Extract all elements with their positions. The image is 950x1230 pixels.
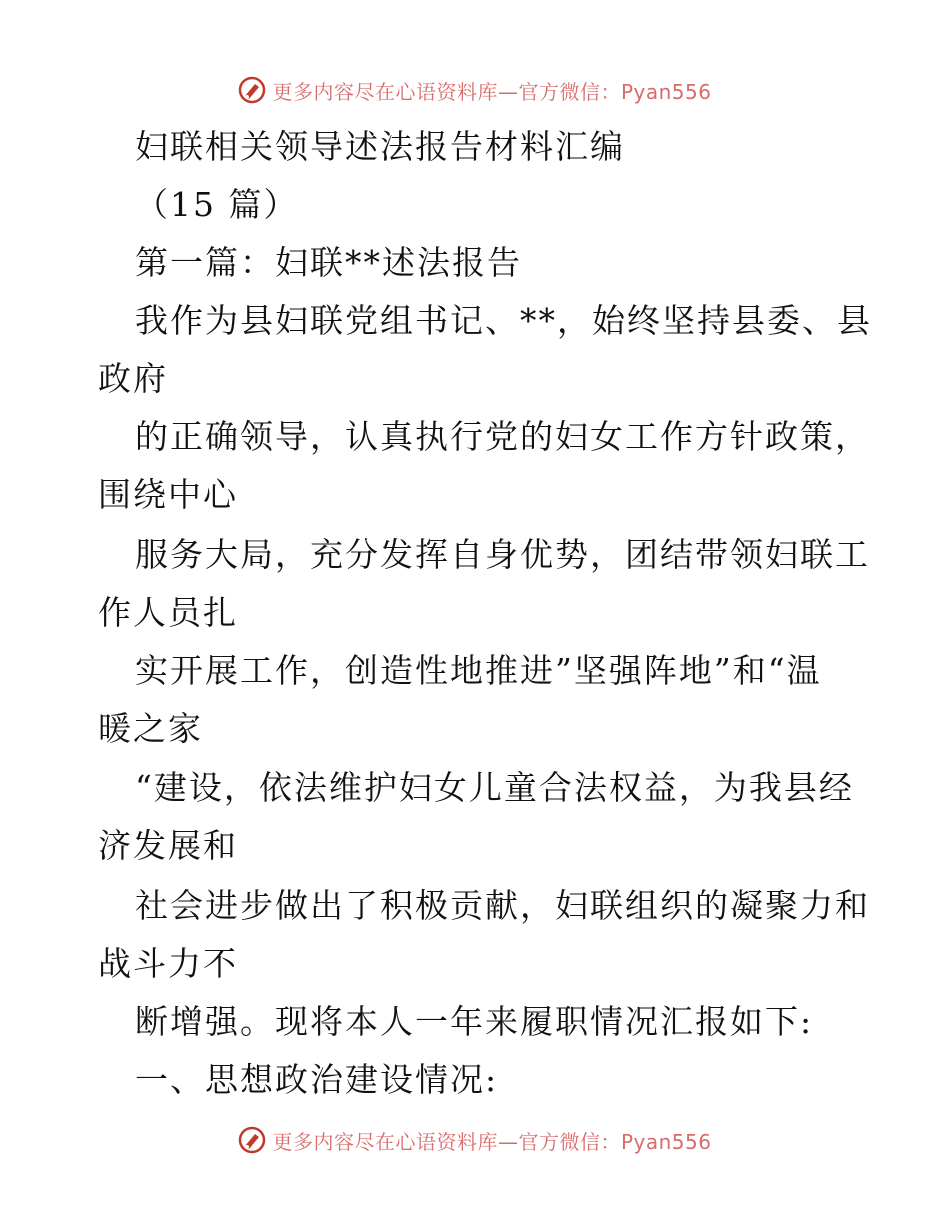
pen-logo-icon — [238, 1126, 266, 1154]
watermark-text: 更多内容尽在心语资料库—官方微信：Pyan556 — [272, 1129, 712, 1154]
footer-watermark — [0, 1120, 950, 1160]
paragraph-line: 围绕中心 — [98, 475, 238, 514]
paragraph-line: 战斗力不 — [98, 944, 238, 983]
document-subtitle: （15 篇） — [135, 185, 299, 224]
paragraph-line: 的正确领导，认真执行党的妇女工作方针政策， — [135, 417, 870, 456]
paragraph-line: 断增强。现将本人一年来履职情况汇报如下: — [135, 1002, 814, 1041]
watermark-text: 更多内容尽在心语资料库—官方微信：Pyan556 — [272, 79, 712, 104]
paragraph-line: 暖之家 — [98, 709, 203, 748]
paragraph-line: 实开展工作，创造性地推进”坚强阵地”和“温 — [135, 651, 822, 690]
paragraph-line: 我作为县妇联党组书记、**，始终坚持县委、县 — [135, 301, 872, 340]
paragraph-line: 社会进步做出了积极贡献，妇联组织的凝聚力和 — [135, 886, 870, 925]
pen-logo-icon — [238, 76, 266, 104]
subsection-heading: 一、思想政治建设情况: — [135, 1060, 499, 1099]
header-watermark — [0, 70, 950, 110]
paragraph-line: “建设，依法维护妇女儿童合法权益，为我县经 — [135, 768, 854, 807]
paragraph-line: 政府 — [98, 359, 168, 398]
paragraph-line: 作人员扎 — [98, 593, 238, 632]
document-title: 妇联相关领导述法报告材料汇编 — [135, 127, 625, 166]
paragraph-line: 济发展和 — [98, 826, 238, 865]
section-heading: 第一篇：妇联**述法报告 — [135, 243, 522, 282]
paragraph-line: 服务大局，充分发挥自身优势，团结带领妇联工 — [135, 535, 870, 574]
